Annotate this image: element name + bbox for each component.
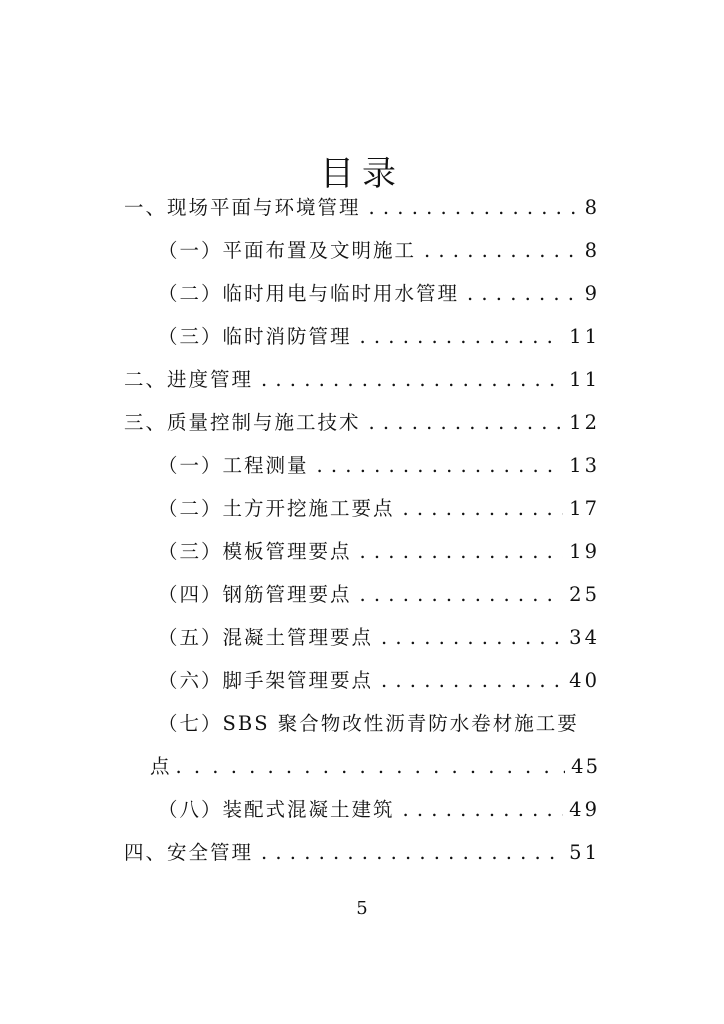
toc-entry-page: 8: [584, 196, 600, 219]
toc-entry-label: 一、现场平面与环境管理: [124, 196, 361, 219]
toc-entry[interactable]: [124, 536, 600, 579]
dot-leader: [403, 798, 564, 821]
toc-entry-label: （二）临时用电与临时用水管理: [158, 282, 460, 305]
dot-leader: [467, 282, 579, 305]
toc-entry[interactable]: [124, 708, 600, 794]
dot-leader: [176, 755, 566, 778]
toc-entry-page: 13: [569, 454, 600, 477]
toc-entry[interactable]: [124, 192, 600, 235]
toc-entry[interactable]: [124, 321, 600, 364]
toc-entry-page: 12: [569, 411, 600, 434]
dot-leader: [360, 540, 564, 563]
toc-entry[interactable]: [124, 579, 600, 622]
toc-entry-page: 49: [569, 798, 600, 821]
toc-entry-label: （三）模板管理要点: [158, 540, 352, 563]
toc-entry-label: （七）SBS 聚合物改性沥青防水卷材施工要: [158, 712, 579, 735]
dot-leader: [360, 325, 564, 348]
toc-entry-page: 25: [569, 583, 600, 606]
toc-entry-page: 34: [569, 626, 600, 649]
toc-entry-page: 8: [584, 239, 600, 262]
table-of-contents: [124, 192, 600, 880]
toc-entry-label: （四）钢筋管理要点: [158, 583, 352, 606]
dot-leader: [317, 454, 564, 477]
toc-entry-page: 11: [569, 325, 600, 348]
dot-leader: [369, 411, 564, 434]
toc-entry-label: （八）装配式混凝土建筑: [158, 798, 395, 821]
toc-entry-page: 45: [571, 755, 600, 778]
toc-entry-label: （一）平面布置及文明施工: [158, 239, 417, 262]
toc-entry-page: 17: [569, 497, 600, 520]
dot-leader: [369, 196, 579, 219]
toc-entry-label: （二）土方开挖施工要点: [158, 497, 395, 520]
page-number: 5: [356, 898, 368, 919]
dot-leader: [403, 497, 564, 520]
toc-entry-page: 40: [569, 669, 600, 692]
toc-entry[interactable]: [124, 622, 600, 665]
dot-leader: [381, 626, 563, 649]
dot-leader: [424, 239, 579, 262]
toc-entry[interactable]: [124, 665, 600, 708]
toc-entry[interactable]: [124, 407, 600, 450]
toc-entry-label: （三）临时消防管理: [158, 325, 352, 348]
toc-entry-label: 四、安全管理: [124, 841, 254, 864]
dot-leader: [381, 669, 563, 692]
toc-entry-page: 51: [569, 841, 600, 864]
toc-entry-label: 二、进度管理: [124, 368, 254, 391]
toc-entry[interactable]: [124, 493, 600, 536]
toc-title: 目录: [320, 154, 404, 194]
toc-entry-label: （一）工程测量: [158, 454, 309, 477]
toc-entry[interactable]: [124, 450, 600, 493]
toc-entry[interactable]: [124, 364, 600, 407]
toc-entry-label: （五）混凝土管理要点: [158, 626, 374, 649]
toc-entry[interactable]: [124, 278, 600, 321]
toc-entry-label: 三、质量控制与施工技术: [124, 411, 361, 434]
toc-entry[interactable]: [124, 837, 600, 880]
toc-entry-page: 19: [569, 540, 600, 563]
toc-entry-label: （六）脚手架管理要点: [158, 669, 374, 692]
dot-leader: [261, 841, 563, 864]
dot-leader: [261, 368, 563, 391]
toc-entry-label-continuation: 点: [150, 755, 172, 778]
toc-entry-page: 11: [569, 368, 600, 391]
toc-entry[interactable]: [124, 235, 600, 278]
dot-leader: [360, 583, 564, 606]
toc-entry-page: 9: [584, 282, 600, 305]
toc-entry[interactable]: [124, 794, 600, 837]
